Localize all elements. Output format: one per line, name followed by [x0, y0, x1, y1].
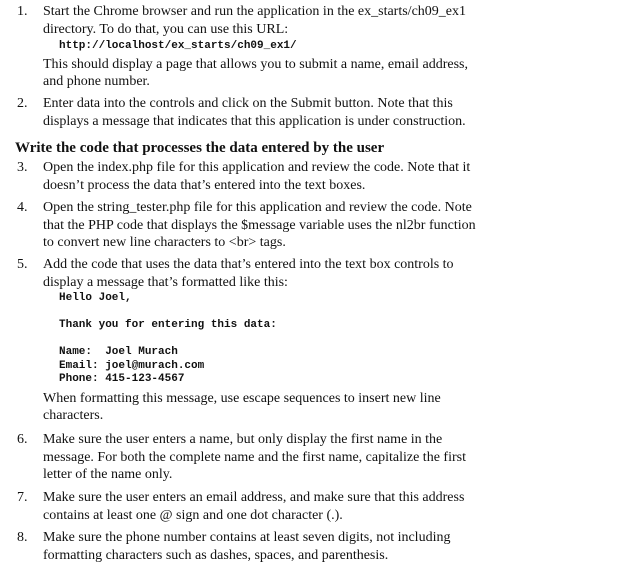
step-number: 5. [17, 257, 28, 272]
step-number: 6. [17, 432, 28, 447]
code-email: Email: joel@murach.com [59, 359, 205, 372]
step-text-line: directory. To do that, you can use this URL: [43, 21, 289, 37]
step-number: 7. [17, 490, 28, 505]
step-text-line: that the PHP code that displays the $message variable uses the nl2br function [43, 217, 476, 233]
step-body [43, 489, 603, 524]
step-body [43, 95, 603, 130]
step-number: 8. [17, 530, 28, 545]
step-text-line: contains at least one @ sign and one dot character (.). [43, 507, 343, 523]
step-body [43, 529, 603, 564]
step-body [43, 256, 603, 425]
code-thanks: Thank you for entering this data: [59, 319, 277, 332]
step-text-line: Enter data into the controls and click on the Submit button. Note that this [43, 96, 453, 111]
step-text-line: doesn’t process the data that’s entered into the text boxes. [43, 177, 366, 193]
step-text-line: This should display a page that allows you to submit a name, email address, [43, 56, 468, 72]
step-number: 2. [17, 96, 28, 111]
step-text-line: Make sure the phone number contains at least seven digits, not including [43, 530, 451, 545]
step-text-line: Make sure the user enters a name, but only display the first name in the [43, 432, 443, 447]
step-text-line: characters. [43, 408, 104, 424]
step-number: 4. [17, 200, 28, 215]
step-body [43, 3, 603, 91]
step-text-line: Make sure the user enters an email address, and make sure that this address [43, 490, 465, 505]
step-body [43, 431, 603, 484]
code-blank-line [43, 333, 603, 347]
code-phone: Phone: 415-123-4567 [59, 373, 185, 386]
step-text-line: display a message that’s formatted like this: [43, 274, 288, 290]
step-text-line: to convert new line characters to <br> tags. [43, 235, 286, 251]
step-text-line: message. For both the complete name and the first name, capitalize the first [43, 449, 466, 465]
section-heading: Write the code that processes the data entered by the user [15, 140, 385, 156]
code-greeting: Hello Joel, [59, 292, 132, 305]
code-blank-line [43, 306, 603, 320]
url-code: http://localhost/ex_starts/ch09_ex1/ [59, 40, 297, 53]
step-text-line: Open the string_tester.php file for this application and review the code. Note [43, 200, 472, 215]
step-body [43, 159, 603, 194]
step-text-line: When formatting this message, use escape sequences to insert new line [43, 390, 441, 406]
step-text-line: and phone number. [43, 74, 150, 90]
step-text-line: formatting characters such as dashes, spaces, and parenthesis. [43, 547, 389, 563]
step-text-line: Add the code that uses the data that’s entered into the text box controls to [43, 257, 454, 272]
step-number: 1. [17, 4, 28, 19]
step-body [43, 199, 603, 252]
step-number: 3. [17, 160, 28, 175]
code-name: Name: Joel Murach [59, 346, 178, 359]
step-text-line: Open the index.php file for this application and review the code. Note that it [43, 160, 471, 175]
step-text-line: Start the Chrome browser and run the application in the ex_starts/ch09_ex1 [43, 4, 467, 19]
step-text-line: letter of the name only. [43, 467, 173, 483]
step-text-line: displays a message that indicates that this application is under construction. [43, 113, 466, 129]
